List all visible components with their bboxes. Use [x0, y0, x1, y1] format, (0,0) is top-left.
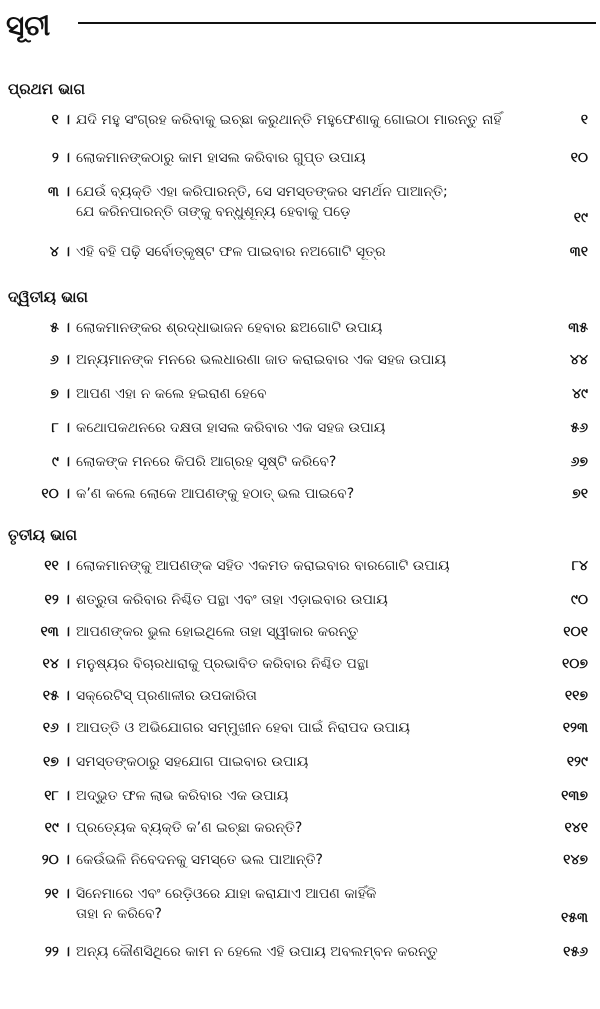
chapter-title: ଲୋକମାନଙ୍କୁ ଆପଣଙ୍କ ସହିତ ଏକମତ କରାଇବାର ବାରଗୋଟି ଉପାୟ [76, 558, 450, 574]
page-number: ୫୬ [570, 420, 588, 436]
page-number: ୧୦ [570, 150, 588, 166]
page-number: ୧୧୭ [564, 688, 588, 704]
chapter-number: ୨୨ । [44, 944, 70, 960]
chapter-title: ଲୋକଙ୍କ ମନରେ କିପରି ଆଗ୍ରହ ସୃଷ୍ଟି କରିବେ? [76, 454, 337, 470]
chapter-number: ୧୪ । [42, 656, 70, 672]
chapter-number: ୧ । [51, 112, 70, 128]
chapter-title: ଅଦ୍ଭୁତ ଫଳ ଲାଭ କରିବାର ଏକ ଉପାୟ [76, 788, 289, 804]
chapter-number: ୧୧ । [44, 558, 70, 574]
chapter-number: ୨୦ । [41, 852, 70, 868]
chapter-number: ୪ । [49, 244, 70, 260]
page-number: ୧୯ [573, 210, 588, 226]
chapter-title-line-2: ତାହା ନ କରିବେ? [76, 906, 162, 922]
page-number: ୧୦୧ [563, 624, 588, 640]
chapter-number: ୧୯ । [44, 820, 70, 836]
page-number: ୧୨୩ [562, 720, 588, 736]
chapter-number: ୯ । [51, 454, 70, 470]
chapter-title: ସକ୍ରେଟିସ୍ ପ୍ରଣାଳୀର ଉପକାରିତା [76, 688, 257, 704]
chapter-title: ଆପଣଙ୍କର ଭୁଲ ହୋଇଥିଲେ ତାହା ସ୍ୱୀକାର କରନ୍ତୁ [76, 624, 359, 640]
page-number: ୧ [580, 112, 588, 128]
chapter-title: ଅନ୍ୟ କୌଣସିଥିରେ କାମ ନ ହେଲେ ଏହି ଉପାୟ ଅବଲମ୍ବନ କରନ୍ତୁ [76, 944, 438, 960]
page-number: ୧୫୩ [560, 910, 588, 926]
chapter-title: ମନୁଷ୍ୟର ବିଚାରଧାରାକୁ ପ୍ରଭାବିତ କରିବାର ନିଶ୍ଚିତ ପନ୍ଥା [76, 656, 369, 672]
chapter-title: କେଉଁଭଳି ନିବେଦନକୁ ସମସ୍ତେ ଭଲ ପାଆନ୍ତି? [76, 852, 323, 868]
page-number: ୧୪୭ [563, 852, 588, 868]
part-title-3: ତୃତୀୟ ଭାଗ [8, 526, 78, 544]
chapter-title: ଲୋକମାନଙ୍କର ଶ୍ରଦ୍ଧାଭାଜନ ହେବାର ଛଅଗୋଟି ଉପାୟ [76, 320, 383, 336]
page-number: ୩୫ [568, 320, 588, 336]
chapter-number: ୧୮ । [44, 788, 70, 804]
chapter-title [76, 884, 516, 924]
chapter-number: ୨ । [51, 150, 70, 166]
part-title-2: ଦ୍ୱିତୀୟ ଭାଗ [8, 288, 88, 306]
chapter-title: ଅନ୍ୟମାନଙ୍କ ମନରେ ଭଲଧାରଣା ଜାତ କରାଇବାର ଏକ ସହଜ ଉପାୟ [76, 352, 446, 368]
page-number: ୧୪୧ [564, 820, 588, 836]
chapter-title [76, 182, 516, 222]
page-number: ୧୩୭ [561, 788, 588, 804]
chapter-title-line-1: ସିନେମାରେ ଏବଂ ରେଡ଼ିଓରେ ଯାହା କରାଯାଏ ଆପଣ କାହିଁକି [76, 886, 377, 902]
chapter-title: କଥୋପକଥନରେ ଦକ୍ଷତା ହାସଲ କରିବାର ଏକ ସହଜ ଉପାୟ [76, 420, 386, 436]
part-title-1: ପ୍ରଥମ ଭାଗ [8, 80, 85, 98]
chapter-title: ପ୍ରତ୍ୟେକ ବ୍ୟକ୍ତି କ’ଣ ଇଚ୍ଛା କରନ୍ତି? [76, 820, 303, 836]
chapter-number: ୮ । [51, 420, 70, 436]
chapter-title: କ’ଣ କଲେ ଲୋକେ ଆପଣଙ୍କୁ ହଠାତ୍ ଭଲ ପାଇବେ? [76, 486, 355, 502]
header-rule [78, 22, 596, 24]
chapter-number: ୭ । [50, 386, 70, 402]
chapter-number: ୧୩ । [40, 624, 70, 640]
chapter-title: ଯଦି ମହୁ ସଂଗ୍ରହ କରିବାକୁ ଇଚ୍ଛା କରୁଥାନ୍ତି ମହୁଫେଣାକୁ ଗୋଇଠା ମାରନ୍ତୁ ନାହିଁ [76, 112, 502, 128]
chapter-number: ୧୦ । [41, 486, 70, 502]
chapter-number: ୧୬ । [42, 720, 70, 736]
chapter-number: ୧୫ । [42, 688, 70, 704]
page-number: ୮୪ [571, 558, 588, 574]
chapter-title-line-1: ଯେଉଁ ବ୍ୟକ୍ତି ଏହା କରିପାରନ୍ତି, ସେ ସମସ୍ତଙ୍କର ସମର୍ଥନ ପାଆନ୍ତି; [76, 184, 448, 200]
chapter-title: ଆପଣ ଏହା ନ କଲେ ହଇରାଣ ହେବେ [76, 386, 267, 402]
chapter-title: ଶତ୍ରୁତା କରିବାର ନିଶ୍ଚିତ ପନ୍ଥା ଏବଂ ତାହା ଏଡ଼ାଇବାର ଉପାୟ [76, 592, 388, 608]
contents-title: ସୂଚୀ [6, 9, 51, 42]
chapter-number: ୫ । [50, 320, 70, 336]
chapter-number: ୬ । [50, 352, 70, 368]
page-number: ୧୫୬ [563, 944, 588, 960]
page-number: ୩୧ [569, 244, 588, 260]
page-number: ୪୯ [572, 386, 588, 402]
page-number: ୧୨୯ [566, 754, 588, 770]
chapter-number: ୨୧ । [44, 886, 70, 902]
chapter-number: ୧୭ । [42, 754, 70, 770]
page-number: ୬୭ [570, 454, 588, 470]
chapter-title-line-2: ଯେ କରିନପାରନ୍ତି ତାଙ୍କୁ ବନ୍ଧୁଶୂନ୍ୟ ହେବାକୁ ପଡ଼େ [76, 204, 351, 220]
page-number: ୧୦୭ [562, 656, 588, 672]
contents-header [6, 4, 596, 48]
chapter-title: ଲୋକମାନଙ୍କଠାରୁ କାମ ହାସଲ କରିବାର ଗୁପ୍ତ ଉପାୟ [76, 150, 366, 166]
chapter-title: ଏହି ବହି ପଢ଼ି ସର୍ବୋତ୍କୃଷ୍ଟ ଫଳ ପାଇବାର ନଅଗୋଟି ସୂତ୍ର [76, 244, 386, 260]
chapter-number: ୧୨ । [44, 592, 70, 608]
page-number: ୯୦ [570, 592, 588, 608]
chapter-title: ସମସ୍ତଙ୍କଠାରୁ ସହଯୋଗ ପାଇବାର ଉପାୟ [76, 754, 309, 770]
chapter-number: ୩ । [47, 184, 70, 200]
page-number: ୭୧ [572, 486, 588, 502]
page-number: ୪୪ [570, 352, 588, 368]
chapter-title: ଆପତ୍ତି ଓ ଅଭିଯୋଗର ସମ୍ମୁଖୀନ ହେବା ପାଇଁ ନିରାପଦ ଉପାୟ [76, 720, 410, 736]
